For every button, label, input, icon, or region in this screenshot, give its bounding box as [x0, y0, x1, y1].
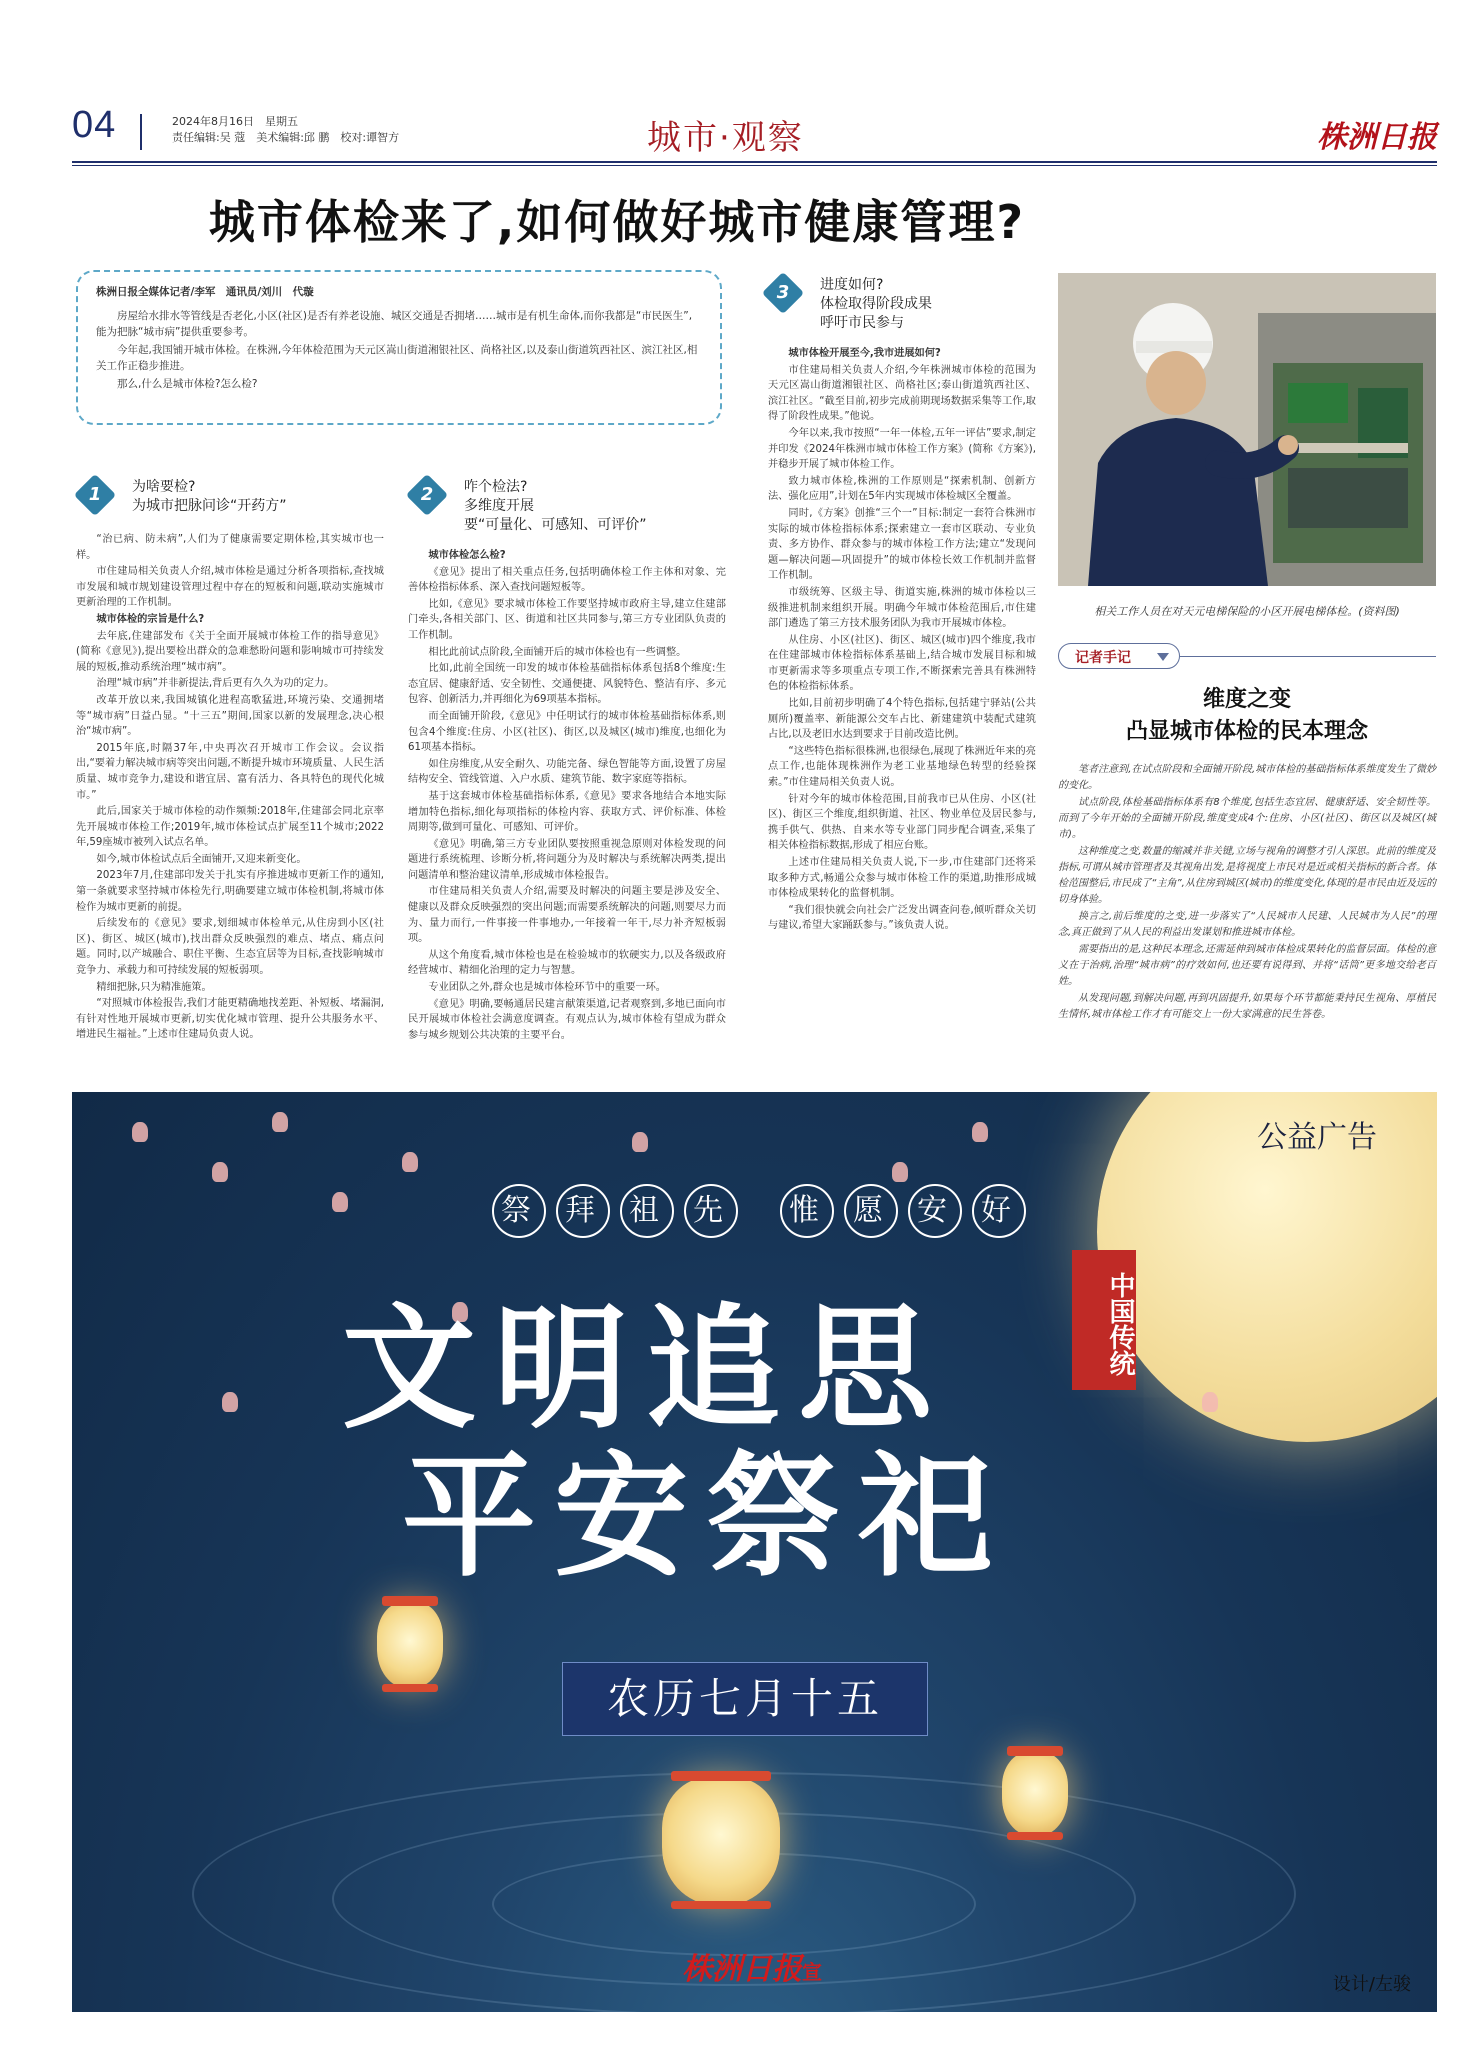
ad-date-banner: 农历七月十五 [562, 1662, 928, 1736]
section-number-badge: 1 [74, 474, 116, 516]
design-credit: 设计/左骏 [1332, 1974, 1411, 1995]
article-paragraph: “治已病、防未病”,人们为了健康需要定期体检,其实城市也一样。 [76, 534, 384, 561]
section-title-dot: · [719, 118, 732, 158]
ad-title-line-1: 文明追思 [342, 1289, 951, 1447]
sky-lantern-icon [222, 1392, 238, 1412]
ad-logo-suffix: 宣 [802, 1960, 822, 1984]
sky-lantern-icon [892, 1162, 908, 1182]
article-paragraph: 2015年底,时隔37年,中央再次召开城市工作会议。会议指出,“要着力解决城市病等突出问题,不断提升城市环境质量、人民生活质量、城市竞争力,建设和谐宜居、富有活力、各具特色的现代化城市。” [76, 742, 384, 801]
section-head-line: 咋个检法? [464, 479, 528, 495]
subtitle-char: 愿 [844, 1184, 898, 1238]
subtitle-char: 好 [972, 1184, 1026, 1238]
ad-paper-logo [682, 1944, 822, 1988]
article-paragraph: 比如,目前初步明确了4个特色指标,包括建宁驿站(公共厕所)覆盖率、新能源公交车占比、新建建筑中装配式建筑占比,以及老旧水达到要求于目前改造比例。 [768, 698, 1036, 741]
header-rule [72, 161, 1437, 163]
main-headline: 城市体检来了,如何做好城市健康管理? [208, 195, 1026, 249]
article-paragraph: 比如,此前全国统一印发的城市体检基础指标体系包括8个维度:生态宜居、健康舒适、安全韧性、交通便捷、风貌特色、整洁有序、多元包容、创新活力,并再细化为69项基本指标。 [408, 663, 726, 706]
article-paragraph: 城市体检怎么检? [428, 550, 506, 561]
note-paragraph: 试点阶段,体检基础指标体系有8个维度,包括生态宜居、健康舒适、安全韧性等。而到了今年开始的全面铺开阶段,维度变成4个:住房、小区(社区)、街区以及城区(城市)。 [1058, 797, 1436, 840]
subtitle-char: 安 [908, 1184, 962, 1238]
note-body [1058, 762, 1436, 1024]
article-column-2 [408, 548, 726, 1044]
news-photo [1058, 273, 1436, 586]
article-paragraph: 专业团队之外,群众也是城市体检环节中的重要一环。 [428, 982, 666, 994]
article-paragraph: 市住建局相关负责人介绍,城市体检是通过分析各项指标,查找城市发展和城市规划建设管理过程中存在的短板和问题,联动实施城市更新治理的工作机制。 [76, 566, 384, 609]
reporter-note-tag [1058, 643, 1180, 669]
article-paragraph: 后续发布的《意见》要求,划细城市体检单元,从住房到小区(社区)、街区、城区(城市),找出群众反映强烈的难点、堵点、痛点问题。同时,以产城融合、职住平衡、生态宜居等为目标,查找影响城市竞争力、承载力和可持续发展的短板弱项。 [76, 918, 384, 977]
subtitle-char: 惟 [780, 1184, 834, 1238]
sky-lantern-icon [332, 1192, 348, 1212]
editors-line: 责任编辑:吴 蔻 美术编辑:邱 鹏 校对:谭智方 [172, 131, 400, 144]
reporter-note-label: 记者手记 [1075, 650, 1131, 666]
issue-date: 2024年8月16日 星期五 [172, 115, 298, 128]
intro-paragraph: 今年起,我国铺开城市体检。在株洲,今年体检范围为天元区嵩山街道湘银社区、尚格社区,以及泰山街道筑西社区、滨江社区,相关工作正稳步推进。 [96, 344, 698, 372]
intro-byline: 株洲日报全媒体记者/李军 通讯员/刘川 代璇 [96, 286, 314, 298]
section-head-text [820, 276, 932, 333]
section-number-badge: 3 [762, 272, 804, 314]
photo-caption: 相关工作人员在对天元电梯保险的小区开展电梯体检。(资料图) [1094, 605, 1400, 618]
article-paragraph: 此后,国家关于城市体检的动作频频:2018年,住建部会同北京率先开展城市体检工作;2019年,城市体检试点扩展至11个城市;2022年,59座城市被列入试点名单。 [76, 806, 384, 849]
page-number: 04 [72, 104, 117, 146]
section-head-line: 要“可量化、可感知、可评价” [464, 517, 647, 533]
header-divider [140, 114, 142, 150]
article-paragraph: 如今,城市体检试点后全面铺开,又迎来新变化。 [96, 853, 307, 865]
article-paragraph: 而全面铺开阶段,《意见》中任明试行的城市体检基础指标体系,则包含4个维度:住房、小区(社区)、街区,以及城区(城市)维度,也细化为61项基本指标。 [408, 710, 726, 754]
section-title [647, 110, 804, 159]
sky-lantern-icon [1202, 1392, 1218, 1412]
river-lantern-icon [377, 1602, 443, 1688]
article-paragraph: 治理“城市病”并非新提法,背后更有久久为功的定力。 [96, 678, 335, 690]
section-title-a: 城市 [647, 118, 719, 158]
note-title [1058, 683, 1436, 747]
article-paragraph: 致力城市体检,株洲的工作原则是“探索机制、创新方法、强化应用”,计划在5年内实现城市体检城区全覆盖。 [768, 475, 1036, 503]
intro-box [76, 270, 722, 425]
article-paragraph: 从这个角度看,城市体检也是在检验城市的软硬实力,以及各级政府经营城市、精细化治理的定力与智慧。 [408, 949, 726, 977]
article-paragraph: 上述市住建局相关负责人说,下一步,市住建部门还将采取多种方式,畅通公众参与城市体检工作的渠道,助推形成城市体检成果转化的监督机制。 [768, 857, 1036, 900]
article-paragraph: 基于这套城市体检基础指标体系,《意见》要求各地结合本地实际增加特色指标,细化每项指标的体检内容、获取方式、评价标准、体检周期等,做到可量化、可感知、可评价。 [408, 790, 726, 834]
ad-title-line-2: 平安祭祀 [402, 1437, 1011, 1595]
article-paragraph: 改革开放以来,我国城镇化进程高歌猛进,环境污染、交通拥堵等“城市病”日益凸显。“十三五”期间,国家以新的发展理念,决心根治“城市病”。 [76, 694, 384, 738]
ad-subtitle [492, 1184, 1036, 1238]
note-paragraph: 换言之,前后维度的之变,进一步落实了“人民城市人民建、人民城市为人民”的理念,真正做到了从人民的利益出发谋划和推进城市体检。 [1058, 911, 1436, 938]
article-paragraph: 《意见》明确,要畅通居民建言献策渠道,记者观察到,多地已面向市民开展城市体检社会满意度调查。有观点认为,城市体检有望成为群众参与城乡规划公共决策的主要平台。 [408, 998, 726, 1041]
note-divider [1180, 656, 1436, 657]
section-title-b: 观察 [731, 118, 804, 158]
article-paragraph: 从住房、小区(社区)、街区、城区(城市)四个维度,我市在住建部城市体检指标体系基础上,结合城市发展目标和城市更新需求等多项重点专项工作,不断探索完善具有株洲特色的体检指标体系。 [768, 634, 1036, 693]
article-paragraph: “这些特色指标很株洲,也很绿色,展现了株洲近年来的亮点工作,也能体现株洲作为老工业基地绿色转型的经验探索。”市住建局相关负责人说。 [768, 745, 1036, 789]
section-head-line: 进度如何? [820, 277, 884, 293]
river-lantern-icon [662, 1777, 780, 1905]
paper-logo: 株洲日报 [1317, 120, 1437, 155]
subtitle-char: 祖 [620, 1184, 674, 1238]
article-paragraph: 市住建局相关负责人介绍,今年株洲城市体检的范围为天元区嵩山街道湘银社区、尚格社区;泰山街道筑西社区、滨江社区。“截至目前,初步完成前期现场数据采集等工作,取得了阶段性成果。”他说。 [768, 364, 1036, 423]
section-head-line: 呼吁市民参与 [820, 315, 904, 331]
subtitle-char: 拜 [556, 1184, 610, 1238]
section-number-badge: 2 [406, 474, 448, 516]
note-title-line: 维度之变 [1202, 686, 1291, 712]
sky-lantern-icon [132, 1122, 148, 1142]
section-head-text [464, 478, 647, 535]
article-paragraph: 城市体检的宗旨是什么? [96, 613, 205, 625]
sky-lantern-icon [402, 1152, 418, 1172]
article-column-1 [76, 532, 384, 1044]
note-paragraph: 笔者注意到,在试点阶段和全面铺开阶段,城市体检的基础指标体系维度发生了微妙的变化。 [1058, 764, 1436, 791]
ad-label: 公益广告 [1257, 1120, 1377, 1155]
sky-lantern-icon [632, 1132, 648, 1152]
sky-lantern-icon [972, 1122, 988, 1142]
article-paragraph: 同时,《方案》创推“三个一”目标:制定一套符合株洲市实际的城市体检指标体系;探索建立一套市区联动、专业负责、多方协作、群众参与的城市体检工作方法;建立“发现问题—解决问题—巩固提升”的城市体检长效工作机制并监督工作机制。 [768, 507, 1036, 582]
article-paragraph: 今年以来,我市按照“一年一体检,五年一评估”要求,制定并印发《2024年株洲市城市体检工作方案》(简称《方案》),并稳步开展了城市体检工作。 [768, 427, 1036, 471]
article-paragraph: 《意见》提出了相关重点任务,包括明确体检工作主体和对象、完善体检指标体系、深入查找问题短板等。 [408, 566, 726, 594]
sky-lantern-icon [212, 1162, 228, 1182]
section-head-text [132, 478, 287, 516]
intro-paragraph: 那么,什么是城市体检?怎么检? [117, 378, 258, 390]
article-paragraph: 去年底,住建部发布《关于全面开展城市体检工作的指导意见》(简称《意见》),提出要检出群众的急难愁盼问题和影响城市可持续发展的短板,推动系统治理“城市病”。 [76, 630, 384, 673]
public-service-ad [72, 1092, 1437, 2012]
article-paragraph: 精细把脉,只为精准施策。 [96, 981, 212, 993]
page-header [72, 104, 1437, 160]
article-paragraph: 如住房维度,从安全耐久、功能完备、绿色智能等方面,设置了房屋结构安全、管线管道、入户水质、建筑节能、数字家庭等指标。 [408, 758, 726, 786]
subtitle-char: 先 [684, 1184, 738, 1238]
note-paragraph: 从发现问题,到解决问题,再到巩固提升,如果每个环节都能秉持民生视角、厚植民生情怀,城市体检工作才有可能交上一份大家满意的民生答卷。 [1058, 993, 1436, 1020]
article-paragraph: 市级统筹、区级主导、街道实施,株洲的城市体检以三级推进机制来组织开展。明确今年城市体检范围后,市住建部门遴选了第三方技术服务团队为我市开展城市体检。 [768, 586, 1036, 630]
article-paragraph: “对照城市体检报告,我们才能更精确地找差距、补短板、堵漏洞,有针对性地开展城市更新,切实优化城市管理、提升公共服务水平、增进民生福祉。”上述市住建局负责人说。 [76, 998, 384, 1041]
red-seal-stamp: 中国传统 [1072, 1250, 1136, 1390]
section-head-line: 为啥要检? [132, 479, 196, 495]
note-paragraph: 这种维度之变,数量的缩减并非关键,立场与视角的调整才引人深思。此前的维度及指标,可谓从城市管理者及其视角出发,是将视度上市民对是近或相关指标的新合者。体检范围整后,市民成了“主角”,从住房到城区(城市)的维度变化,体现的是市民由近及远的切身体验。 [1058, 846, 1436, 905]
article-paragraph: 比如,《意见》要求城市体检工作要坚持城市政府主导,建立住建部门牵头,各相关部门、区、街道和社区共同参与,第三方专业团队负责的工作机制。 [408, 598, 726, 641]
section-head-line: 多维度开展 [464, 498, 534, 514]
article-paragraph: “我们很快就会向社会广泛发出调查问卷,倾听群众关切与建议,希望大家踊跃参与。”该负责人说。 [768, 904, 1036, 932]
article-paragraph: 相比此前试点阶段,全面铺开后的城市体检也有一些调整。 [428, 646, 687, 658]
article-paragraph: 2023年7月,住建部印发关于扎实有序推进城市更新工作的通知,第一条就要求坚持城市体检先行,明确要建立城市体检机制,将城市体检作为城市更新的前提。 [76, 870, 384, 913]
article-paragraph: 针对今年的城市体检范围,目前我市已从住房、小区(社区)、街区三个维度,组织街道、社区、物业单位及居民参与,携手供气、供热、自来水等专业部门同步配合调查,采集了相关体检指标数据,形成了相应台账。 [768, 793, 1036, 852]
worker-electrical-panel-illustration [1058, 273, 1436, 586]
header-rule-thin [72, 165, 1437, 166]
article-paragraph: 城市体检开展至今,我市进展如何? [788, 348, 941, 359]
section-head-line: 为城市把脉问诊“开药方” [132, 498, 287, 514]
ad-logo-name: 株洲日报 [682, 1952, 802, 1987]
article-paragraph: 《意见》明确,第三方专业团队要按照重视急原则对体检发现的问题进行系统梳理、诊断分析,将问题分为及时解决与系统解决两类,提出问题清单和整治建议清单,形成城市体检报告。 [408, 838, 726, 881]
subtitle-char: 祭 [492, 1184, 546, 1238]
note-paragraph: 需要指出的是,这种民本理念,还需延伸到城市体检成果转化的监督层面。体检的意义在于治病,治理“城市病”的疗效如何,也还要有说得到、并将“话筒”更多地交给老百姓。 [1058, 944, 1436, 987]
article-paragraph: 市住建局相关负责人介绍,需要及时解决的问题主要是涉及安全、健康以及群众反映强烈的突出问题;而需要系统解决的问题,则要尽力而为、量力而行,一件事接一件事地办,一年接着一年干,尽力补齐短板弱项。 [408, 886, 726, 945]
section-head-line: 体检取得阶段成果 [820, 296, 932, 312]
river-lantern-icon [1002, 1752, 1068, 1836]
article-column-3 [768, 346, 1036, 935]
triangle-down-icon [1157, 653, 1169, 661]
note-title-line: 凸显城市体检的民本理念 [1125, 718, 1368, 744]
header-meta [172, 114, 399, 146]
intro-paragraph: 房屋给水排水等管线是否老化,小区(社区)是否有养老设施、城区交通是否拥堵……城市是有机生命体,而你我都是“市民医生”,能为把脉“城市病”提供重要参考。 [96, 310, 693, 338]
sky-lantern-icon [272, 1112, 288, 1132]
